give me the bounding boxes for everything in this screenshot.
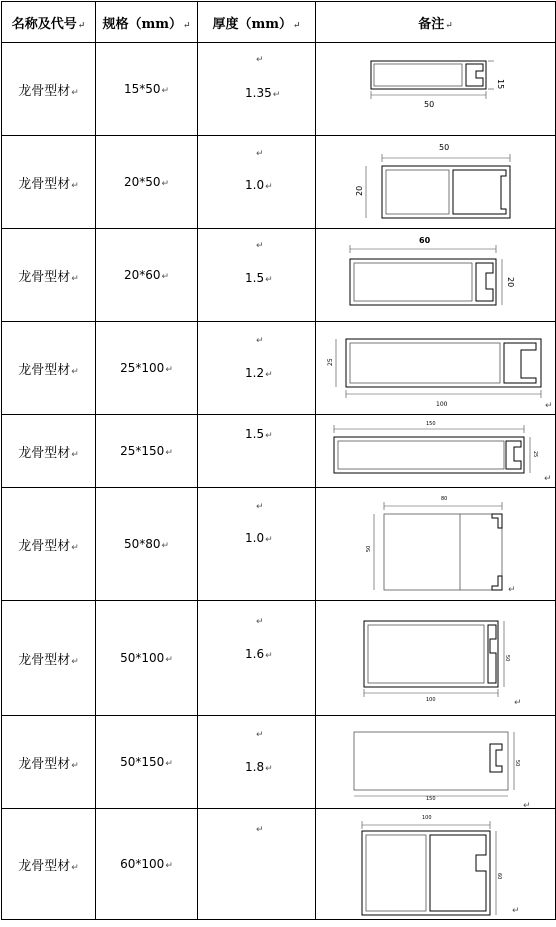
profile-drawing-cell — [316, 601, 556, 716]
header-note: 备注↵ — [316, 2, 556, 43]
profile-thickness-cell — [198, 43, 316, 136]
dimension-height: 20 — [355, 185, 364, 196]
table-header-row — [2, 2, 556, 43]
paragraph-mark: ↵ — [256, 336, 264, 346]
paragraph-mark: ↵ — [256, 149, 264, 159]
profile-spec-cell: 20*50↵ — [96, 136, 198, 229]
profile-name-cell: 龙骨型材↵ — [2, 43, 96, 136]
table-row — [2, 716, 556, 809]
profile-thickness-cell — [198, 136, 316, 229]
profile-section-drawing — [316, 229, 556, 322]
thickness-value: 1.35↵ — [245, 86, 281, 100]
table-row — [2, 488, 556, 601]
profile-spec-cell: 25*100↵ — [96, 322, 198, 415]
header-spec: 规格（mm）↵ — [96, 2, 198, 43]
profile-section-drawing — [316, 488, 556, 601]
profile-drawing-cell — [316, 136, 556, 229]
table-row — [2, 809, 556, 920]
thickness-value: 1.6↵ — [245, 647, 273, 661]
table-row — [2, 601, 556, 716]
paragraph-mark: ↵ — [523, 801, 531, 809]
profile-thickness-cell — [198, 229, 316, 322]
paragraph-mark: ↵ — [508, 585, 516, 595]
table-row — [2, 229, 556, 322]
dimension-height: 50 — [514, 760, 520, 767]
dimension-height: 25 — [327, 358, 334, 366]
dimension-height: 15 — [496, 79, 505, 90]
table-row — [2, 43, 556, 136]
thickness-value: 1.8↵ — [245, 760, 273, 774]
profile-section-drawing — [316, 322, 556, 415]
dimension-width: 150 — [426, 796, 436, 802]
profile-name-cell: 龙骨型材↵ — [2, 229, 96, 322]
profile-thickness-cell — [198, 415, 316, 488]
paragraph-mark: ↵ — [256, 502, 264, 512]
dimension-width: 50 — [424, 100, 435, 109]
thickness-value: 1.5↵ — [245, 271, 273, 285]
profile-drawing-cell — [316, 415, 556, 488]
thickness-value: 1.0↵ — [245, 531, 273, 545]
profile-name-cell: 龙骨型材↵ — [2, 415, 96, 488]
profile-spec-cell: 50*80↵ — [96, 488, 198, 601]
profile-section-drawing — [316, 716, 556, 809]
paragraph-mark: ↵ — [256, 825, 264, 835]
thickness-value: 1.5↵ — [245, 427, 273, 441]
profile-section-drawing — [316, 601, 556, 716]
paragraph-mark: ↵ — [514, 698, 522, 708]
table-row — [2, 415, 556, 488]
dimension-width: 100 — [422, 815, 432, 821]
paragraph-mark: ↵ — [512, 906, 520, 916]
profile-section-drawing — [316, 136, 556, 229]
dimension-width: 50 — [439, 143, 450, 152]
profile-drawing-cell — [316, 488, 556, 601]
profile-section-drawing — [316, 43, 556, 136]
dimension-height: 25 — [532, 451, 538, 458]
profile-thickness-cell — [198, 488, 316, 601]
profile-thickness-cell — [198, 809, 316, 920]
dimension-width: 100 — [426, 697, 436, 703]
table-row — [2, 136, 556, 229]
profile-spec-cell: 25*150↵ — [96, 415, 198, 488]
profile-spec-cell: 15*50↵ — [96, 43, 198, 136]
profile-name-cell: 龙骨型材↵ — [2, 488, 96, 601]
paragraph-mark: ↵ — [544, 474, 552, 484]
profile-drawing-cell — [316, 322, 556, 415]
profile-thickness-cell — [198, 716, 316, 809]
profile-spec-cell: 50*100↵ — [96, 601, 198, 716]
paragraph-mark: ↵ — [545, 401, 553, 411]
dimension-width: 100 — [436, 401, 448, 408]
profile-spec-table — [1, 1, 556, 920]
profile-name-cell: 龙骨型材↵ — [2, 601, 96, 716]
profile-name-cell: 龙骨型材↵ — [2, 136, 96, 229]
dimension-width: 80 — [441, 496, 448, 502]
profile-thickness-cell — [198, 322, 316, 415]
table-row — [2, 322, 556, 415]
dimension-height: 50 — [366, 545, 372, 552]
paragraph-mark: ↵ — [256, 617, 264, 627]
profile-section-drawing — [316, 809, 556, 920]
profile-name-cell: 龙骨型材↵ — [2, 716, 96, 809]
paragraph-mark: ↵ — [256, 55, 264, 65]
profile-drawing-cell — [316, 716, 556, 809]
profile-spec-cell: 20*60↵ — [96, 229, 198, 322]
profile-drawing-cell — [316, 43, 556, 136]
dimension-height: 20 — [506, 277, 515, 288]
profile-spec-cell: 60*100↵ — [96, 809, 198, 920]
profile-drawing-cell — [316, 229, 556, 322]
profile-name-cell: 龙骨型材↵ — [2, 809, 96, 920]
profile-thickness-cell — [198, 601, 316, 716]
profile-section-drawing — [316, 415, 556, 488]
thickness-value: 1.0↵ — [245, 178, 273, 192]
dimension-height: 50 — [504, 655, 510, 662]
profile-drawing-cell — [316, 809, 556, 920]
profile-name-cell: 龙骨型材↵ — [2, 322, 96, 415]
header-thickness: 厚度（mm）↵ — [198, 2, 316, 43]
profile-spec-cell: 50*150↵ — [96, 716, 198, 809]
dimension-width: 60 — [419, 236, 431, 245]
paragraph-mark: ↵ — [256, 730, 264, 740]
dimension-width: 150 — [426, 421, 436, 427]
thickness-value: 1.2↵ — [245, 366, 273, 380]
dimension-height: 60 — [496, 873, 502, 880]
paragraph-mark: ↵ — [256, 241, 264, 251]
header-name: 名称及代号↵ — [2, 2, 96, 43]
